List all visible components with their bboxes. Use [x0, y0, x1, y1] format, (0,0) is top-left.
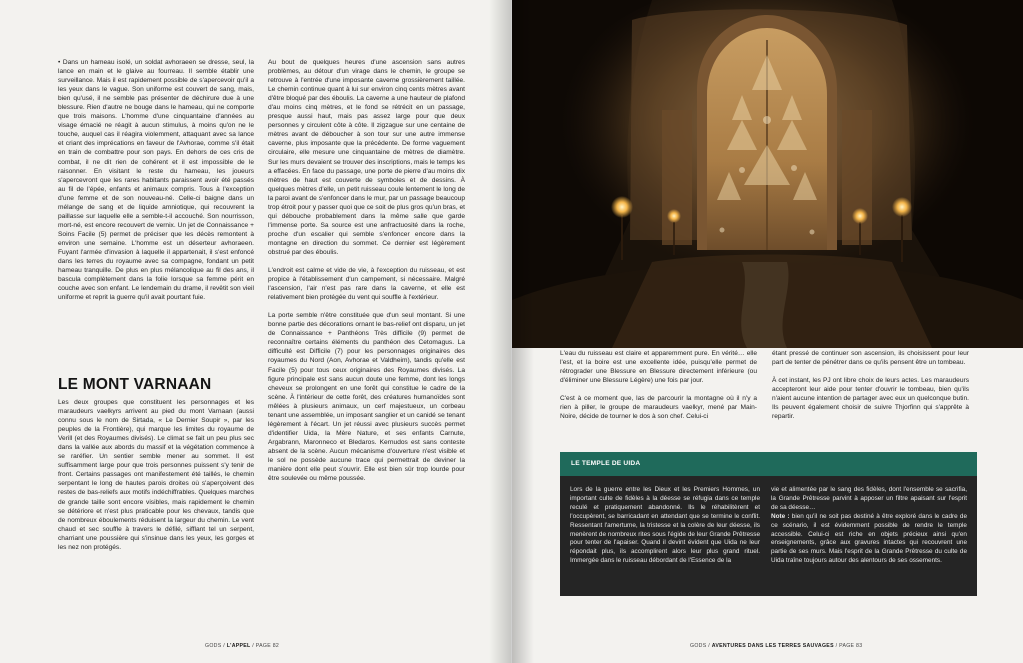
paragraph: Lors de la guerre entre les Dieux et les Premiers Hommes, un important culte de fidèles à la déesse se réfugia dans ce temple reculé et pratiquement abandonné. Ils le réhabilitèrent et l'occupèrent, se barricadant en attendant que se termine le conflit. Ressentant l'amertume, la tristesse et la colère de leur déesse, ils menèrent de nombreux rites sous l'égide de leur Grande Prêtresse pour tenter de l'apaiser. Quand il devint évident que Uida ne leur répondait plus, ils accomplirent alors leur plus grand rituel. Immergée dans le ruisseau débordant de l'Essence de la [570, 486, 760, 565]
page-footer [690, 643, 862, 649]
note-text: bien qu'il ne soit pas destiné à être exploré dans le cadre de ce scénario, il est évidemment possible de rendre le temple accessible. Celui-ci est riche en objets précieux ainsi qu'en enseignements, grâce aux gravures intactes qui recouvrent une partie de ses murs. Mais l'esprit de la Grande Prêtresse du culte de Uida traîne toujours autour des alentours de ses ossements. [771, 512, 967, 565]
paragraph [771, 513, 967, 566]
right-column-2 [772, 349, 969, 430]
left-column-2 [268, 58, 465, 492]
footer-page: / PAGE 83 [833, 643, 863, 649]
footer-page: / PAGE 82 [250, 643, 280, 649]
sidebar-box-title: LE TEMPLE DE UIDA [571, 460, 641, 467]
sidebar-box-column-2 [771, 486, 967, 575]
gutter-shadow [489, 0, 511, 663]
sidebar-box-column-1 [570, 486, 760, 575]
page-footer [205, 643, 279, 649]
footer-prefix: GODS / [205, 643, 227, 649]
sidebar-box-header [560, 452, 977, 476]
left-column-1-continued [58, 398, 254, 561]
paragraph: vie et alimentée par le sang des fidèles, dont l'ensemble se sacrifia, la Grande Prêtresse parvint à apposer un filtre apaisant sur l'esprit de sa déesse… [771, 486, 967, 511]
carved-stone-door-illustration [512, 0, 1023, 348]
paragraph: L'eau du ruisseau est claire et apparemment pure. En vérité… elle l'est, et la boire est une excellente idée, puisqu'elle permet de rétrograder une Blessure en Blessure directement inférieure (ou d'éliminer une Blessure Légère) une fois par jour. [560, 350, 757, 385]
paragraph: • Dans un hameau isolé, un soldat avhoraeen se dresse, seul, la lance en main et le glaive au fourreau. Il semble établir une surveillance. Mais il est rapidement possible de s'apercevoir qu'il a les yeux dans le vague. Son uniforme est couvert de sang, mais, bien qu'usé, il ne semble pas présenter de déchirure due à une blessure. Rien d'autre ne bouge dans le hameau, qui ne comporte que trois maisons. L'homme d'une cinquantaine d'années au visage émacié ne réagit à aucun stimulus, à moins qu'on ne le touche, auquel cas il réagira violemment, attaquant avec sa lance et criant des imprécations en faveur de l'Avhorae, comme s'il était en train de combattre pour son pays. En dehors de ces cris de combat, il ne dit rien de cohérent et il est impossible de le raisonner. En visitant le reste du hameau, les joueurs s'apercevront que les rares habitants paraissent avoir été passés au fil de l'épée, enfants et animaux compris. Tous à l'exception d'une femme et de son nouveau-né. Celle-ci baigne dans un mélange de sang et de liquide amniotique, qui recouvrent la paillasse sur laquelle elle a semble-t-il accouché. Son nourrisson, mort-né, est encore recouvert de vernix. Un jet de Connaissance + Soins Facile (5) permet de préciser que les décès remontent à environ une semaine. L'homme est un déserteur avhoraeen. Fuyant l'armée d'invasion à laquelle il appartenait, il s'est enfoncé dans les terres du royaume avec sa compagne, fondant un petit hameau tranquille. De plus en plus mélancolique au fil des ans, il bascula complètement dans la folie lorsque sa femme périt en couche avec son enfant. Le lendemain du drame, il revêtit son vieil uniforme et reprit la guerre qu'il avait pourtant fuie. [58, 59, 254, 302]
right-column-1 [560, 349, 757, 430]
paragraph: C'est à ce moment que, las de parcourir la montagne où il n'y a rien à piller, le groupe de maraudeurs vaelkyr, mené par Main-Noire, décide de tourner le dos à son chef. Celui-ci [560, 395, 757, 421]
paragraph: À cet instant, les PJ ont libre choix de leurs actes. Les maraudeurs accepteront leur aide pour tenter d'ouvrir le tombeau, bien qu'ils n'aient aucune intention de partager avec eux un quelconque butin. Ils peuvent également choisir de suivre Thjorfinn qui s'apprête à repartir. [772, 377, 969, 421]
left-column-1 [58, 58, 254, 311]
paragraph: étant pressé de continuer son ascension, ils choisissent pour leur part de tenter de pénétrer dans ce qu'ils pensent être un tombeau. [772, 350, 969, 367]
footer-title: AVENTURES DANS LES TERRES SAUVAGES [711, 643, 834, 649]
illustration-svg [512, 0, 1023, 348]
paragraph: Au bout de quelques heures d'une ascension sans autres problèmes, au détour d'un virage dans le chemin, le groupe se retrouve à l'entrée d'une imposante caverne grossièrement taillée. Le chemin continue quant à lui sur environ cinq cents mètres avant d'être bloqué par des éboulis. La caverne a une hauteur de plafond d'au moins cinq mètres, et le fond se rétrécit en un passage, presque aussi haut, mais pas assez large pour que deux personnes y circulent côte à côte. Il zigzague sur une centaine de mètres avant de déboucher à son tour sur une autre immense caverne, plus imposante que la précédente. De forme vaguement circulaire, elle mesure une cinquantaine de mètres de diamètre. Sur les murs devaient se trouver des inscriptions, mais le temps les a effacées. En face du passage, une porte de pierre d'au moins dix mètres de haut est couverte de symboles et de dessins. À quelques mètres d'elle, un petit ruisseau coule lentement le long de la paroi avant de s'enfoncer dans le mur, par un passage beaucoup trop étroit pour y passer quoi que ce soit de plus gros qu'un bras, et qui débouche probablement dans la même salle que garde l'immense porte. Sa source est une anfractuosité dans la roche, proche d'un escalier qui semble s'enfoncer encore dans la montagne en direction du sommet. Ce dernier est légèrement obstrué par des éboulis. [268, 59, 465, 256]
footer-prefix: GODS / [690, 643, 712, 649]
section-heading: LE MONT VARNAAN [58, 376, 212, 393]
left-page [0, 0, 511, 663]
footer-title: L'APPEL [226, 643, 251, 649]
sidebar-box [560, 452, 977, 596]
paragraph: L'endroit est calme et vide de vie, à l'exception du ruisseau, et est propice à l'établissement d'un campement, si nécessaire. Malgré l'ascension, l'air n'est pas rare dans la caverne, et elle est relativement bien protégée du vent qui souffle à l'extérieur. [268, 267, 465, 302]
right-page [512, 0, 1023, 663]
paragraph: La porte semble n'être constituée que d'un seul montant. Si une bonne partie des décorations ornant le bas-relief ont disparu, un jet de Connaissance + Panthéons Très difficile (9) permet de reconnaître certains éléments du panthéon des Cetomagus. La difficulté est Difficile (7) pour les personnages originaires des royaumes du Nord (Aon, Avhorae et Valdheim), tandis qu'elle est Facile (5) pour tous ceux originaires des Royaumes divisés. La figure principale est sans aucun doute une femme, dont les longs cheveux se prolongent en une forêt qui constitue le cadre de la scène. À l'intérieur de cette forêt, des créatures humanoïdes sont mêlées à plusieurs animaux, un cerf majestueux, un corbeau tenant une assemblée, un imposant sanglier et un canidé se tenant légèrement à l'écart. Un jet réussi avec plusieurs succès permet d'identifier Uida, la Mère Nature, et ses enfants Carnute, Argabrann, Maronneco et Bledaros. Kernudos est sans conteste absent de la scène. Aucun mécanisme d'ouverture n'est visible et le sol ne possède aucune trace qui permettrait de deviner la manière dont elle peut s'ouvrir. Elle est bien sûr trop lourde pour être soulevée ou même poussée. [268, 312, 465, 483]
paragraph: Les deux groupes que constituent les personnages et les maraudeurs vaelkyrs arrivent au pied du mont Varnaan (aussi connu sous le nom de Sirtada, « Le Dernier Soupir », par les peuples de la Frontière), qui marque les limites du royaume de Verill (et des Royaumes divisés). Le climat se fait un peu plus sec dans la vallée aux abords du massif et la végétation commence à se raréfier. Un sentier semble mener au sommet. Il est suffisamment large pour que trois personnes puissent s'y tenir de front. Certains passages ont manifestement été taillés, le chemin serpentant le long de hautes parois droites où s'aperçoivent des restes de bas-reliefs aux motifs indéchiffrables. Quelques marches de grande taille sont encore visibles, mais rapidement le chemin se détériore et n'est plus praticable pour les chevaux, tandis que de nombreux éboulements réduisent la largeur du chemin. Le vent chaud et sec souffle à travers le défilé, sifflant tel un serpent, charriant une poussière qui s'insinue dans les yeux, les gorges et les nez non protégés. [58, 399, 254, 551]
note-label: Note : [771, 512, 790, 520]
